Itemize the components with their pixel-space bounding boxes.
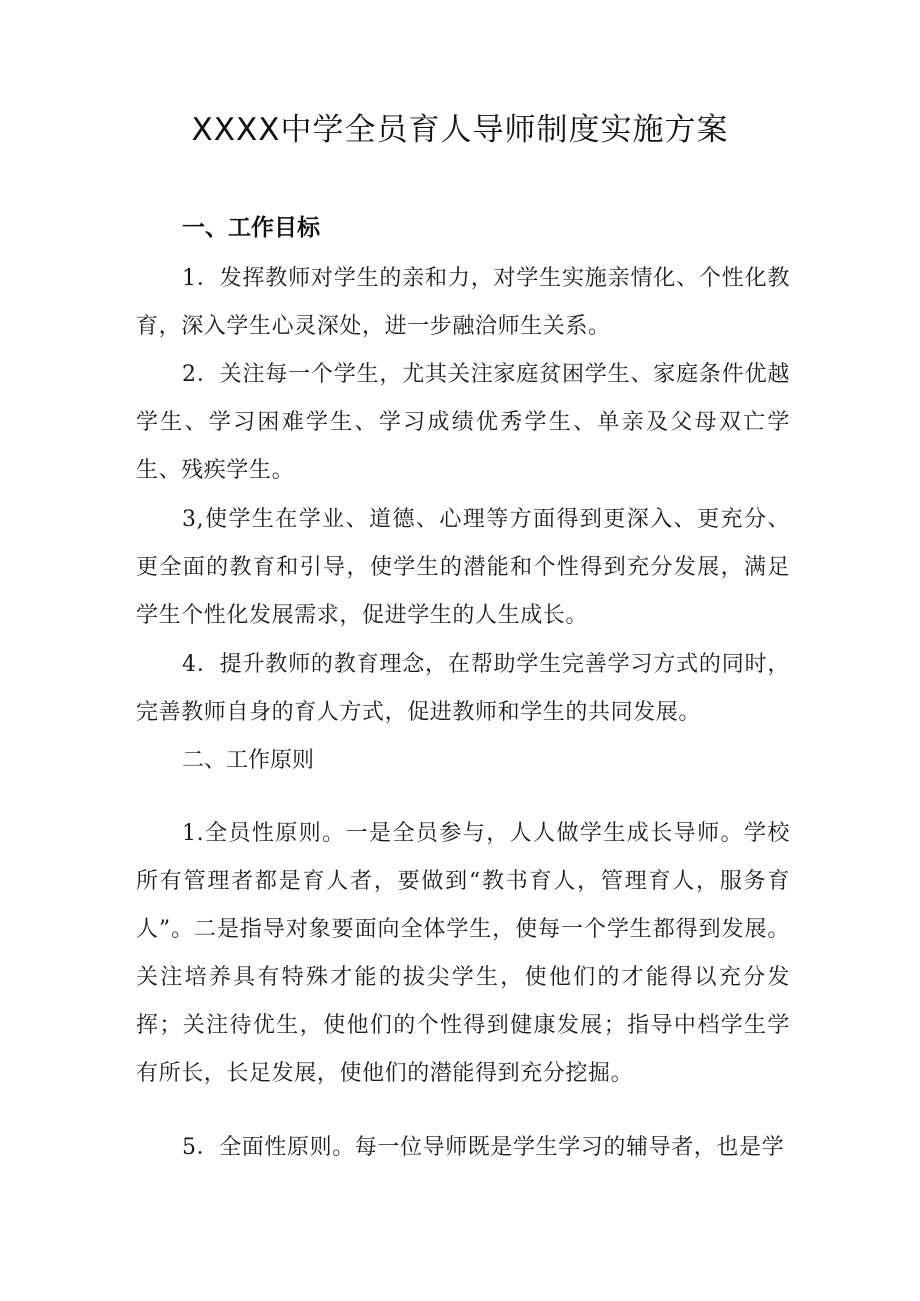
section-heading-principles: 二、工作原则 [182, 748, 315, 773]
paragraph-principle-1: 1.全员性原则。一是全员参与，人人做学生成长导师。学校所有管理者都是育人者，要做到“教书育人，管理育人，服务育人”。二是指导对象要面向全体学生，使每一个学生都得到发展。关注培养具有特殊才能的拔尖学生，使他们的才能得以充分发挥；关注待优生，使他们的个性得到健康发展；指导中档学生学有所长，长足发展，使他们的潜能得到充分挖掘。 [136, 821, 790, 1086]
section-heading-goals: 一、工作目标 [182, 215, 320, 241]
paragraph-goal-4: 4．提升教师的教育理念，在帮助学生完善学习方式的同时，完善教师自身的育人方式，促进教师和学生的共同发展。 [136, 652, 790, 725]
paragraph-goal-2: 2．关注每一个学生，尤其关注家庭贫困学生、家庭条件优越学生、学习困难学生、学习成绩优秀学生、单亲及父母双亡学生、残疾学生。 [136, 362, 790, 483]
document-title: XXXX中学全员育人导师制度实施方案 [191, 112, 729, 148]
paragraph-principle-5: 5．全面性原则。每一位导师既是学生学习的辅导者，也是学 [182, 1135, 785, 1160]
paragraph-goal-1: 1．发挥教师对学生的亲和力，对学生实施亲情化、个性化教育，深入学生心灵深处，进一步融洽师生关系。 [136, 266, 790, 339]
paragraph-goal-3: 3,使学生在学业、道德、心理等方面得到更深入、更充分、更全面的教育和引导，使学生的潜能和个性得到充分发展，满足学生个性化发展需求，促进学生的人生成长。 [136, 507, 790, 628]
